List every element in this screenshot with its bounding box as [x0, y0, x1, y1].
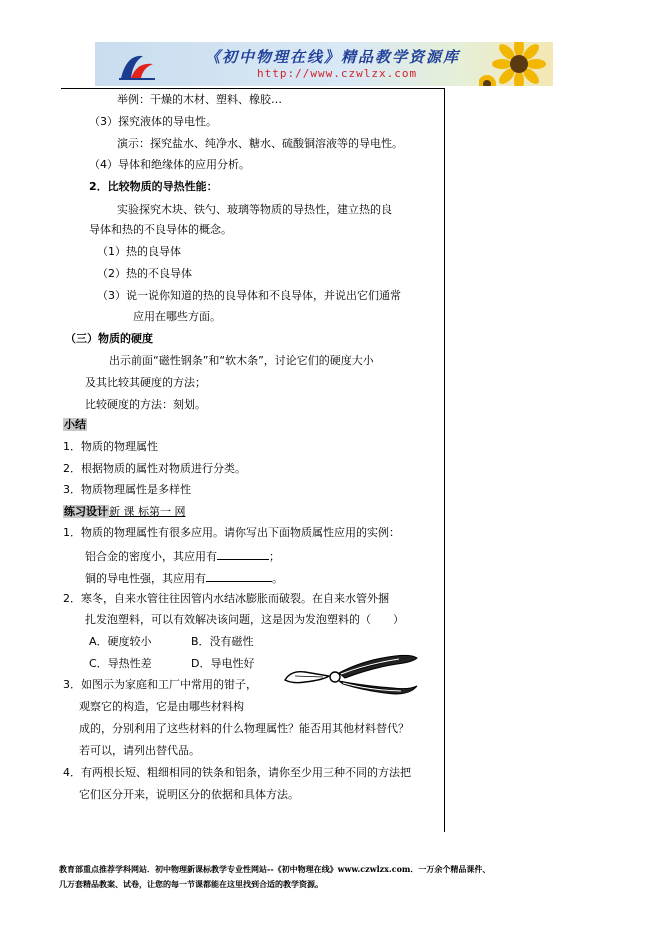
text-line: （3）说一说你知道的热的良导体和不良导体，并说出它们通常 — [97, 289, 401, 302]
footer-line: 几万套精品教案、试卷，让您的每一节课都能在这里找到合适的教学资源。 — [59, 879, 323, 889]
section-heading: 2．比较物质的导热性能： — [89, 180, 218, 193]
question: 1．物质的物理属性有很多应用。请你写出下面物质属性应用的实例： — [63, 526, 400, 539]
question-text: 。 — [272, 572, 283, 585]
text-line: 应用在哪些方面。 — [133, 310, 221, 323]
text-line: 及其比较其硬度的方法； — [85, 376, 206, 389]
question-line: 观察它的构造，它是由哪些材料构 — [79, 700, 244, 713]
site-url[interactable]: http://www.czwlzx.com — [257, 67, 418, 80]
column-rule — [444, 88, 445, 832]
question: 3．如图示为家庭和工厂中常用的钳子， — [63, 678, 257, 691]
summary-item: 1．物质的物理属性 — [63, 440, 158, 453]
section-heading: （三）物质的硬度 — [65, 332, 153, 345]
summary-label: 小结 — [64, 418, 86, 431]
question-line: 扎发泡塑料，可以有效解决该问题，这是因为发泡塑料的（ ） — [85, 613, 404, 626]
question: 2．寒冬，自来水管往往因管内水结冰膨胀而破裂。在自来水管外捆 — [63, 592, 389, 605]
summary-heading — [63, 418, 87, 432]
option-a: A．硬度较小 — [89, 635, 152, 648]
text-line: 比较硬度的方法：刻划。 — [85, 398, 206, 411]
sunflower-icon — [479, 42, 549, 86]
top-rule — [61, 88, 445, 89]
text-line: （2）热的不良导体 — [97, 267, 192, 280]
exercise-label: 练习设计 — [64, 505, 108, 518]
question-line — [85, 548, 280, 564]
summary-item: 3．物质物理属性是多样性 — [63, 483, 191, 496]
option-c: C．导热性差 — [89, 657, 152, 670]
question-line: 成的，分别利用了这些材料的什么物理属性？能否用其他材料替代？ — [79, 722, 409, 735]
exercise-suffix: 新 课 标第一 网 — [109, 505, 186, 518]
question-line: 若可以，请列出替代品。 — [79, 744, 200, 757]
text-line: 导体和热的不良导体的概念。 — [89, 223, 232, 236]
footer-line: 教育部重点推荐学科网站．初中物理新课标教学专业性网站--《初中物理在线》www.czwlzx.com．一万余个精品课件、 — [59, 864, 491, 874]
site-title: 《初中物理在线》精品教学资源库 — [205, 48, 461, 66]
answer-blank[interactable] — [217, 548, 269, 560]
text-line: （1）热的良导体 — [97, 245, 181, 258]
option-d: D．导电性好 — [191, 657, 255, 670]
question-text: 铝合金的密度小，其应用有 — [85, 550, 217, 563]
question-line — [85, 570, 283, 586]
pliers-icon — [283, 650, 421, 698]
text-line: 举例：干燥的木材、塑料、橡胶… — [117, 93, 282, 106]
option-b: B．没有磁性 — [191, 635, 254, 648]
question-text: 铜的导电性强，其应用有 — [85, 572, 206, 585]
text-line: 出示前面“磁性钢条”和“软木条”，讨论它们的硬度大小 — [109, 354, 374, 367]
question: 4．有两根长短、粗细相同的铁条和铝条，请你至少用三种不同的方法把 — [63, 766, 411, 779]
text-line: （3）探究液体的导电性。 — [89, 115, 217, 128]
text-line: 实验探究木块、铁勺、玻璃等物质的导热性，建立热的良 — [117, 203, 392, 216]
answer-blank[interactable] — [206, 570, 272, 582]
text-line: （4）导体和绝缘体的应用分析。 — [89, 158, 250, 171]
text-line: 演示：探究盐水、纯净水、糖水、硫酸铜溶液等的导电性。 — [117, 137, 403, 150]
question-line: 它们区分开来，说明区分的依据和具体方法。 — [79, 788, 299, 801]
exercise-heading — [63, 505, 186, 519]
header-banner — [95, 42, 553, 86]
site-logo-icon — [117, 50, 157, 82]
question-text: ； — [269, 550, 280, 563]
summary-item: 2．根据物质的属性对物质进行分类。 — [63, 462, 246, 475]
